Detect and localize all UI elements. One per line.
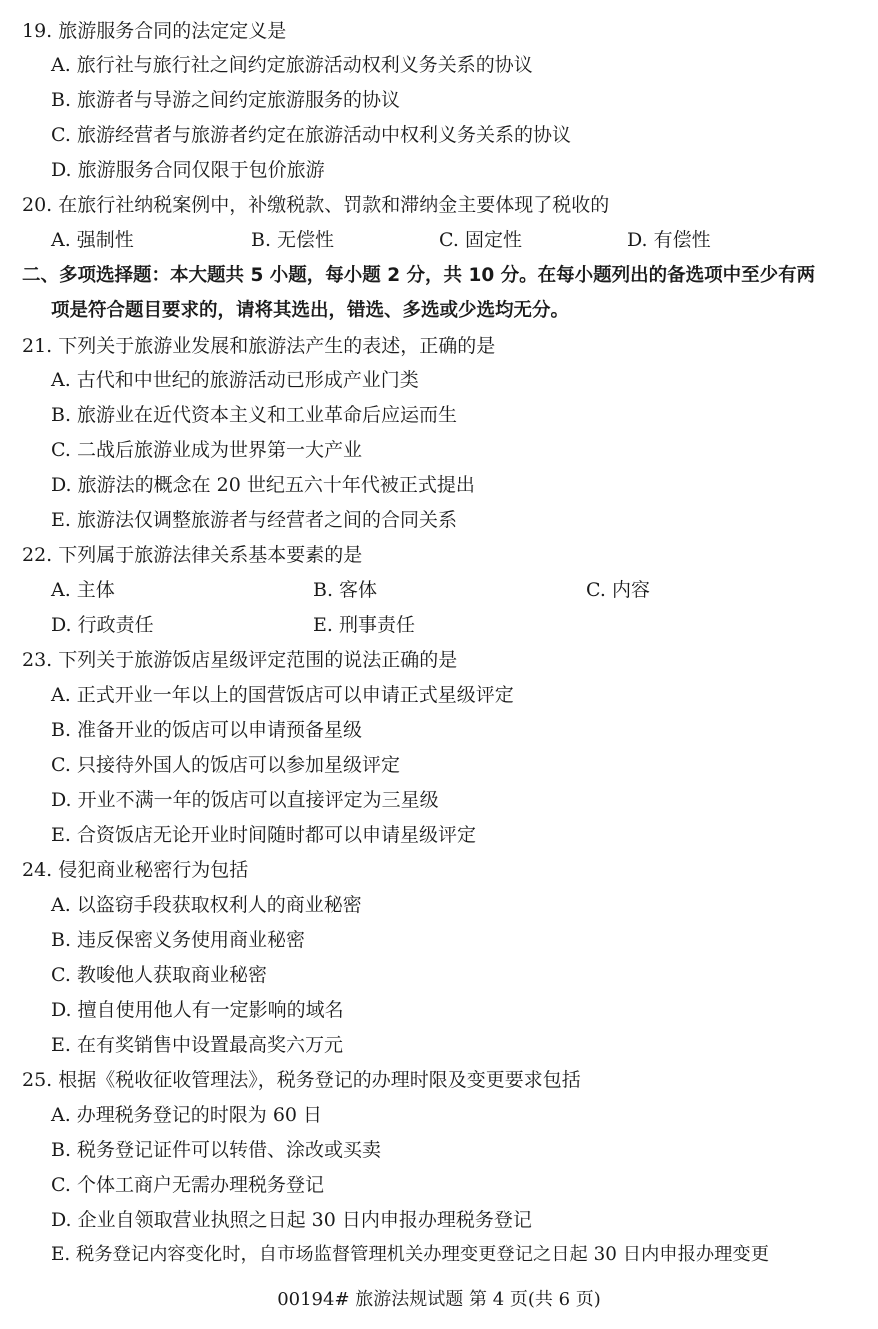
question-24-option-e: E. 在有奖销售中设置最高奖六万元 xyxy=(51,1034,343,1056)
question-25-option-a: A. 办理税务登记的时限为 60 日 xyxy=(51,1104,323,1126)
question-23-option-a: A. 正式开业一年以上的国营饭店可以申请正式星级评定 xyxy=(51,684,514,706)
question-22-option-c: C. 内容 xyxy=(586,579,650,601)
question-25-option-d: D. 企业自领取营业执照之日起 30 日内申报办理税务登记 xyxy=(51,1209,532,1231)
question-23-option-c: C. 只接待外国人的饭店可以参加星级评定 xyxy=(51,754,400,776)
question-22-option-a: A. 主体 xyxy=(51,579,115,601)
question-20-options-row xyxy=(0,223,878,257)
question-23-stem: 23. 下列关于旅游饭店星级评定范围的说法正确的是 xyxy=(22,649,458,671)
question-22-stem: 22. 下列属于旅游法律关系基本要素的是 xyxy=(22,544,363,566)
question-24-option-b: B. 违反保密义务使用商业秘密 xyxy=(51,929,306,951)
question-19-stem: 19. 旅游服务合同的法定定义是 xyxy=(22,20,287,42)
question-24-stem: 24. 侵犯商业秘密行为包括 xyxy=(22,859,249,881)
question-19-option-d: D. 旅游服务合同仅限于包价旅游 xyxy=(51,159,325,181)
section-2-heading-line-2: 项是符合题目要求的，请将其选出，错选、多选或少选均无分。 xyxy=(51,300,570,321)
question-21-option-d: D. 旅游法的概念在 20 世纪五六十年代被正式提出 xyxy=(51,474,475,496)
question-19-option-b: B. 旅游者与导游之间约定旅游服务的协议 xyxy=(51,89,401,111)
question-25-option-c: C. 个体工商户无需办理税务登记 xyxy=(51,1174,324,1196)
question-25-option-e: E. 税务登记内容变化时，自市场监督管理机关办理变更登记之日起 30 日内申报办理变更 xyxy=(51,1244,769,1265)
question-21-option-e: E. 旅游法仅调整旅游者与经营者之间的合同关系 xyxy=(51,509,457,531)
question-22-option-e: E. 刑事责任 xyxy=(313,614,415,636)
question-22-option-b: B. 客体 xyxy=(313,579,378,601)
section-2-heading-line-1: 二、多项选择题：本大题共 5 小题，每小题 2 分，共 10 分。在每小题列出的备选项中至少有两 xyxy=(22,265,816,286)
question-22-options-row-1 xyxy=(0,573,878,607)
question-20-option-b: B. 无偿性 xyxy=(251,229,335,251)
question-25-stem: 25. 根据《税收征收管理法》，税务登记的办理时限及变更要求包括 xyxy=(22,1069,581,1091)
page-footer: 00194# 旅游法规试题 第 4 页(共 6 页) xyxy=(277,1289,601,1310)
question-20-option-c: C. 固定性 xyxy=(439,229,522,251)
question-23-option-e: E. 合资饭店无论开业时间随时都可以申请星级评定 xyxy=(51,824,476,846)
question-21-option-b: B. 旅游业在近代资本主义和工业革命后应运而生 xyxy=(51,404,458,426)
question-21-option-c: C. 二战后旅游业成为世界第一大产业 xyxy=(51,439,362,461)
question-20-option-a: A. 强制性 xyxy=(51,229,134,251)
question-19-option-c: C. 旅游经营者与旅游者约定在旅游活动中权利义务关系的协议 xyxy=(51,124,571,146)
question-23-option-b: B. 准备开业的饭店可以申请预备星级 xyxy=(51,719,363,741)
question-24-option-c: C. 教唆他人获取商业秘密 xyxy=(51,964,267,986)
question-24-option-d: D. 擅自使用他人有一定影响的域名 xyxy=(51,999,344,1021)
question-21-stem: 21. 下列关于旅游业发展和旅游法产生的表述，正确的是 xyxy=(22,335,496,357)
question-21-option-a: A. 古代和中世纪的旅游活动已形成产业门类 xyxy=(51,369,419,391)
question-22-option-d: D. 行政责任 xyxy=(51,614,154,636)
question-20-stem: 20. 在旅行社纳税案例中，补缴税款、罚款和滞纳金主要体现了税收的 xyxy=(22,194,610,216)
question-20-option-d: D. 有偿性 xyxy=(627,229,711,251)
question-25-option-b: B. 税务登记证件可以转借、涂改或买卖 xyxy=(51,1139,382,1161)
question-23-option-d: D. 开业不满一年的饭店可以直接评定为三星级 xyxy=(51,789,439,811)
question-24-option-a: A. 以盗窃手段获取权利人的商业秘密 xyxy=(51,894,362,916)
question-22-options-row-2 xyxy=(0,608,878,642)
question-19-option-a: A. 旅行社与旅行社之间约定旅游活动权利义务关系的协议 xyxy=(51,54,533,76)
